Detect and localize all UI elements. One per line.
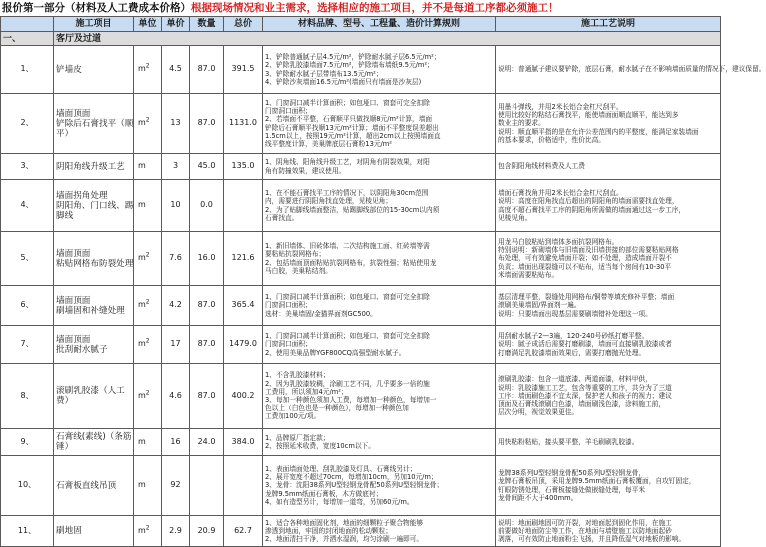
unit-text: m — [138, 390, 146, 400]
description-line: 龙骨间距不大于400mm。 — [498, 493, 578, 502]
materials-line: 4、如有造型另计，每增加一道弯，另加60元/m。 — [265, 497, 414, 506]
quantity: 16.0 — [190, 232, 224, 286]
item-unit — [134, 154, 162, 180]
unit-price: 16 — [162, 429, 190, 456]
total-price: 391.5 — [224, 46, 263, 94]
item-name — [54, 232, 134, 286]
materials-line: 渗透到地面，牢固的封闭地面的松动颗粒； — [265, 526, 393, 535]
table-row — [1, 429, 721, 456]
description-line: 特别说明：新砌墙体与旧墙面及旧墙拼接的部位需要粘贴网格 — [498, 246, 679, 255]
sheet-title — [0, 0, 720, 16]
description-line: 用墨斗弹线，并用2米长铝合金杠尺刮平。 — [498, 102, 623, 111]
row-number: 1、 — [1, 46, 54, 94]
item-unit — [134, 46, 162, 94]
row-number: 2、 — [1, 94, 54, 154]
description-line: 高度不超石膏找平工序的阴阳角所需做的墙面通过这一步工序， — [498, 205, 686, 214]
header-row — [1, 17, 721, 32]
item-name-line: 平） — [56, 128, 74, 139]
item-name-line: 刷地固 — [56, 526, 82, 536]
quantity: 24.0 — [190, 429, 224, 456]
materials-line: 石膏找直。 — [265, 213, 299, 222]
row-number: 8、 — [1, 364, 54, 429]
item-name-line: 刷墙固和补缝处理 — [56, 305, 125, 316]
header-desc: 施工工艺说明 — [496, 17, 721, 32]
unit-price: 92 — [162, 456, 190, 516]
materials-line: 要粘贴抗裂网格布； — [265, 250, 326, 259]
total-price — [224, 180, 263, 232]
materials-line: 2、因为乳胶漆较稠，涂刷工艺不同，几乎要多一倍的施 — [265, 379, 430, 388]
item-name-line: 墙面顶面 — [56, 334, 91, 345]
materials-line: 1、门窗洞口减半计算面积；如包垭口、窗套可完全扣除 — [265, 332, 430, 341]
unit-superscript: 2 — [145, 62, 150, 70]
unit-text: m — [138, 118, 146, 128]
quantity: 87.0 — [190, 94, 224, 154]
description-line: 米墙面需要粘贴布。 — [498, 270, 559, 279]
quantity: 0.0 — [190, 180, 224, 232]
unit-superscript: 2 — [145, 389, 150, 397]
item-name — [54, 516, 134, 547]
description-line: 龙牌38系列U型轻钢龙骨配50系列U型轻钢龙骨， — [498, 469, 646, 478]
materials-line: 2、地面清扫干净，并洒水湿润，均匀涂刷一遍即可。 — [265, 535, 424, 544]
item-name-line: 滚刷乳胶漆（人工 — [56, 386, 125, 396]
item-name-line: 锤） — [56, 442, 74, 452]
table-row — [1, 516, 721, 547]
materials-line: 工费用，所以须加4元/m²； — [265, 387, 348, 396]
unit-text: m — [138, 200, 146, 210]
total-price: 365.4 — [224, 286, 263, 326]
description-line: 说明：顺直顺平指的是在允许公差范围内的平整度，能满足家装墙面 — [498, 127, 699, 136]
process-description — [496, 364, 721, 429]
unit-text: m — [138, 253, 146, 263]
section-row — [1, 32, 721, 46]
description-line: 基层清理平整，裂缝处用网格布/铜带等填充修补平整；墙面 — [498, 293, 675, 302]
process-description — [496, 232, 721, 286]
materials-line: 3、龙骨：沈阳38系列U型轻钢龙骨配50系列U型轻钢龙骨； — [265, 481, 444, 490]
materials-line: 内，需要进行阴阳角找直处理，见棱见角； — [265, 197, 393, 206]
materials-rules — [263, 154, 496, 180]
unit-text: m — [138, 525, 146, 535]
section-label: 客厅及过道 — [54, 32, 721, 46]
description-line: 说明：地面刷地固可防开裂，对地面起到固化作用，在施工 — [498, 518, 672, 527]
item-name — [54, 429, 134, 456]
header-materials: 材料品牌、型号、工程量、造价计算规则 — [263, 17, 496, 32]
process-description — [496, 429, 721, 456]
materials-line: 3、每加一种颜色须加人工费，每增加一种颜色，每增加一 — [265, 396, 437, 404]
item-name — [54, 46, 134, 94]
materials-rules — [263, 326, 496, 364]
item-name-line: 墙面顶面 — [56, 248, 91, 259]
description-line: 说明：乳胶漆施工工艺，包含等重要的工序，共分为了三道 — [498, 383, 672, 392]
row-number: 5、 — [1, 232, 54, 286]
description-line: 墙面石膏找角并用2米长铝合金杠尺刮直。 — [498, 189, 623, 198]
item-name-line: 石膏板直线吊顶 — [56, 480, 117, 491]
item-name-line: 铲除后石膏找平（顺 — [56, 118, 134, 129]
item-unit — [134, 364, 162, 429]
materials-line: 1、适合各种地面固化剂，地面的细颗粒子聚合物能够 — [265, 518, 424, 527]
header-no — [1, 17, 54, 32]
materials-line: 门窗洞口面积； — [265, 301, 312, 310]
item-unit — [134, 516, 162, 547]
materials-line: 2、使用美巢品牌YGF800CQ高强型耐水腻子。 — [265, 348, 406, 357]
unit-superscript: 2 — [145, 524, 150, 532]
section-no: 一、 — [1, 32, 54, 46]
quantity: 87.0 — [190, 364, 224, 429]
process-description — [496, 94, 721, 154]
item-unit — [134, 456, 162, 516]
unit-text: m — [138, 339, 146, 349]
item-name-line: 粘贴网格布防裂处理 — [56, 258, 134, 269]
materials-line: 门窗洞口面积； — [265, 107, 312, 116]
quantity: 45.0 — [190, 154, 224, 180]
quote-table — [0, 16, 766, 547]
process-description — [496, 516, 721, 547]
header-price: 单价 — [162, 17, 190, 32]
materials-line: 1、新旧墙体、旧砖体墙、二次结构施工面、红砖墙等需 — [265, 242, 430, 251]
header-qty: 数量 — [190, 17, 224, 32]
unit-price: 3 — [162, 154, 190, 180]
materials-rules — [263, 286, 496, 326]
total-price: 121.6 — [224, 232, 263, 286]
description-line: 包含阴阳角线材料费及人工费 — [498, 162, 585, 171]
item-unit — [134, 326, 162, 364]
materials-rules — [263, 516, 496, 547]
description-line: 用龙马白胶粘贴到墙体多面抗裂网格布。 — [498, 237, 619, 246]
materials-line: 马白胶，美巢粘结剂。 — [265, 266, 332, 275]
materials-rules — [263, 429, 496, 456]
unit-price: 4.2 — [162, 286, 190, 326]
description-line: 滚刷美巢墙固/界面剂一遍。 — [498, 301, 581, 310]
materials-rules — [263, 364, 496, 429]
materials-line: 1、表面墙面处理、刮乳胶漆及灯具、石膏线另计； — [265, 464, 417, 473]
process-description — [496, 286, 721, 326]
item-name-line: 费） — [56, 396, 74, 406]
materials-rules — [263, 456, 496, 516]
process-description — [496, 326, 721, 364]
unit-price: 7.6 — [162, 232, 190, 286]
item-name-line: 脚线 — [56, 210, 74, 221]
item-name — [54, 180, 134, 232]
process-description — [496, 456, 721, 516]
materials-line: 2、展开宽度不超过70cm，每增加10cm，另加10元/m； — [265, 473, 438, 482]
quantity: 87.0 — [190, 326, 224, 364]
item-name — [54, 364, 134, 429]
table-row — [1, 232, 721, 286]
process-description — [496, 46, 766, 94]
unit-superscript: 2 — [145, 116, 150, 124]
description-line: 工序：墙面刷色漆不宜太深，保护老人和孩子的视力；建议 — [498, 391, 672, 400]
row-number: 10、 — [1, 456, 54, 516]
unit-text: m — [138, 161, 146, 171]
materials-line: 线平整度计算，美巢牌底层石膏粉13元/m² — [265, 139, 392, 148]
total-price: 1479.0 — [224, 326, 263, 364]
description-line: 滚刷乳胶漆：包含一道底漆、两道面漆，材料甲供， — [498, 375, 652, 384]
materials-line: 1、在不能石膏找平工序的情况下，以阴阳角30cm范围 — [265, 189, 429, 198]
item-name-line: 墙面拐角处理 — [56, 190, 108, 201]
item-unit — [134, 286, 162, 326]
unit-text: m — [138, 300, 146, 310]
row-number: 3、 — [1, 154, 54, 180]
description-line: 数业主的要求。 — [498, 119, 545, 128]
description-line: 说明：高度在阳角找直后超出的阴阳角的墙面需要找直处理， — [498, 197, 679, 206]
row-number: 6、 — [1, 286, 54, 326]
description-line: 说明：只要墙面出现基层需要刷墙错补处理这一项。 — [498, 309, 652, 318]
unit-superscript: 2 — [145, 251, 150, 259]
table-row — [1, 456, 721, 516]
materials-line: 1.5cm以上，按照19元/m²计算，超出2cm以上按照墙面直 — [265, 131, 441, 140]
quantity: 87.0 — [190, 46, 224, 94]
materials-line: 2、铲除乳胶漆墙面7.5元/m²，铲除墙布墙纸9.5元/m²； — [265, 61, 434, 70]
description-line: 用刮耐水腻子2—3遍，120-240号砂纸打磨平整。 — [498, 332, 649, 341]
description-line: 钉眼防锈处理，石膏板接缝处做嵌缝处理，每平米 — [498, 485, 646, 494]
row-number: 9、 — [1, 429, 54, 456]
materials-line: 选材：美巢墙固/金猫界面剂GC500。 — [265, 309, 377, 318]
materials-line: 1、门窗洞口减半计算面积；如包垭口、窗套可完全扣除 — [265, 98, 430, 107]
description-line: 层次分明，视觉效果更佳。 — [498, 408, 579, 417]
materials-line: 1、门窗洞口减半计算面积；如包垭口、窗套可完全扣除 — [265, 293, 430, 302]
item-name — [54, 154, 134, 180]
description-line: 用快粘粉粘贴，接头要平整，羊毛刷刷乳胶漆。 — [498, 437, 639, 446]
description-line: 负责；墙面出现裂缝可以不贴布，适当每个房间有10-30平 — [498, 262, 672, 271]
total-price: 1131.0 — [224, 94, 263, 154]
item-name-line: 阴阳角、门口线、踢 — [56, 200, 134, 211]
total-price: 62.7 — [224, 516, 263, 547]
table-row — [1, 286, 721, 326]
item-name-line: 铲墙皮 — [56, 64, 82, 75]
materials-rules — [263, 94, 496, 154]
item-name — [54, 326, 134, 364]
table-row — [1, 180, 721, 232]
item-unit — [134, 232, 162, 286]
item-unit — [134, 94, 162, 154]
materials-line: 2、包括墙面顶面粘贴抗裂网格布，抗裂性强；粘贴使用龙 — [265, 258, 437, 267]
materials-line: 工费加100元/项。 — [265, 412, 321, 421]
item-name-line: 阴阳角线升级工艺 — [56, 161, 125, 172]
process-description — [496, 154, 721, 180]
item-name — [54, 456, 134, 516]
materials-line: 龙牌9.5mm纸面石膏板，木方做底衬； — [265, 489, 383, 498]
item-name-line: 墙面顶面 — [56, 108, 91, 119]
materials-rules — [263, 232, 496, 286]
description-line: 剥落，可有效防止地面粉尘飞扬，并且降低湿气对地板的影响。 — [498, 535, 686, 544]
process-description — [496, 180, 721, 232]
description-line: 前要做好地面防尘等工作，在地面与墙壁施工以防地面起砂 — [498, 526, 672, 535]
item-unit — [134, 180, 162, 232]
unit-superscript: 2 — [145, 337, 150, 345]
row-number: 4、 — [1, 180, 54, 232]
table-row — [1, 154, 721, 180]
table-row — [1, 94, 721, 154]
header-unit: 单位 — [134, 17, 162, 32]
materials-line: 1、铲除普通腻子层4.5元/m²，铲除耐水腻子层6.5元/m²； — [265, 53, 441, 62]
unit-price: 4.6 — [162, 364, 190, 429]
unit-text: m — [138, 480, 146, 490]
quantity: 87.0 — [190, 286, 224, 326]
description-line: 的基本要求，价格适中，性价比高。 — [498, 135, 605, 144]
materials-line: 角有防撞效果，建议使用。 — [265, 166, 346, 175]
unit-superscript: 2 — [145, 298, 150, 306]
unit-price: 17 — [162, 326, 190, 364]
materials-line: 3、铲除耐水腻子层带墙布13.5元/m²； — [265, 69, 383, 78]
materials-line: 2、若墙面不平整，石膏顺平只做找顺8元/m²计算，墙面 — [265, 115, 433, 124]
total-price — [224, 456, 263, 516]
materials-line: 2、按照延米收费，宽度10cm以下。 — [265, 442, 375, 450]
item-name — [54, 286, 134, 326]
total-price: 400.2 — [224, 364, 263, 429]
item-unit — [134, 429, 162, 456]
header-item: 施工项目 — [54, 17, 134, 32]
materials-line: 门窗洞口面积； — [265, 340, 312, 349]
total-price: 384.0 — [224, 429, 263, 456]
quantity: 20.9 — [190, 516, 224, 547]
description-line: 说明：腻子成活后需要打磨刷漆，墙面可直接刷乳胶漆或者 — [498, 340, 672, 349]
description-line: 见棱见角。 — [498, 213, 532, 222]
materials-line: 1、不含乳胶漆材料； — [265, 371, 330, 380]
row-number: 7、 — [1, 326, 54, 364]
quantity — [190, 456, 224, 516]
header-total: 总价 — [224, 17, 263, 32]
item-name-line: 墙面顶面 — [56, 295, 91, 306]
materials-rules — [263, 46, 496, 94]
description-line: 说明：普通腻子建议要铲除，底层石膏，耐水腻子在不影响墙面质量的情况下，建议保留。 — [498, 65, 766, 74]
title-note: 根据现场情况和业主需求，选择相应的施工项目，并不是每道工序都必须施工！ — [191, 2, 559, 14]
table-row — [1, 364, 721, 429]
description-line: 布处理，可有效避免墙面开裂；如不处理，造成墙面开裂不 — [498, 254, 672, 263]
item-name — [54, 94, 134, 154]
description-line: 顶面及石膏线滚刷白色漆，墙面刷浅色漆，涂料施工前， — [498, 400, 666, 409]
table-row — [1, 326, 721, 364]
unit-price: 10 — [162, 180, 190, 232]
materials-line: 2、为了贴脚线墙面整洁，贴踢脚线部位的15-30cm以内须 — [265, 205, 440, 214]
item-name-line: 批刮耐水腻子 — [56, 344, 108, 355]
item-name-line: 石膏线(素线)（条筋 — [56, 432, 132, 442]
unit-price: 2.9 — [162, 516, 190, 547]
materials-line: 1、阴角线、阳角线升级工艺，对阴角有阴裂效果，对阳 — [265, 158, 430, 167]
unit-price: 4.5 — [162, 46, 190, 94]
total-price: 135.0 — [224, 154, 263, 180]
materials-line: 色以上（白色也是一种颜色），每增加一种颜色加 — [265, 404, 409, 413]
unit-text: m — [138, 436, 146, 446]
unit-price: 13 — [162, 94, 190, 154]
table-row — [1, 46, 721, 94]
materials-line: 4、铲除沙灰墙面16.5元/m²(墙面只有墙面是沙灰层) — [265, 77, 422, 86]
materials-rules — [263, 180, 496, 232]
description-line: 打磨满足乳胶漆墙面效果后，需要打磨抛光处理。 — [498, 348, 646, 357]
materials-line: 1、品牌原厂指定款； — [265, 433, 330, 442]
description-line: 使用比较好的粘结石膏找平，能使墙面面顺直顺平，能达到多 — [498, 111, 679, 120]
row-number: 11、 — [1, 516, 54, 547]
materials-line: 铲除后石膏顺平找顺13元/m²计算；墙面不平整度误差超出 — [265, 123, 439, 132]
description-line: 龙牌石膏板吊顶，采用龙牌9.5mm纸面石膏板覆面，自攻钉固定， — [498, 477, 696, 486]
unit-text: m — [138, 64, 146, 74]
title-prefix: 报价第一部分（材料及人工费成本价格） — [2, 2, 191, 14]
